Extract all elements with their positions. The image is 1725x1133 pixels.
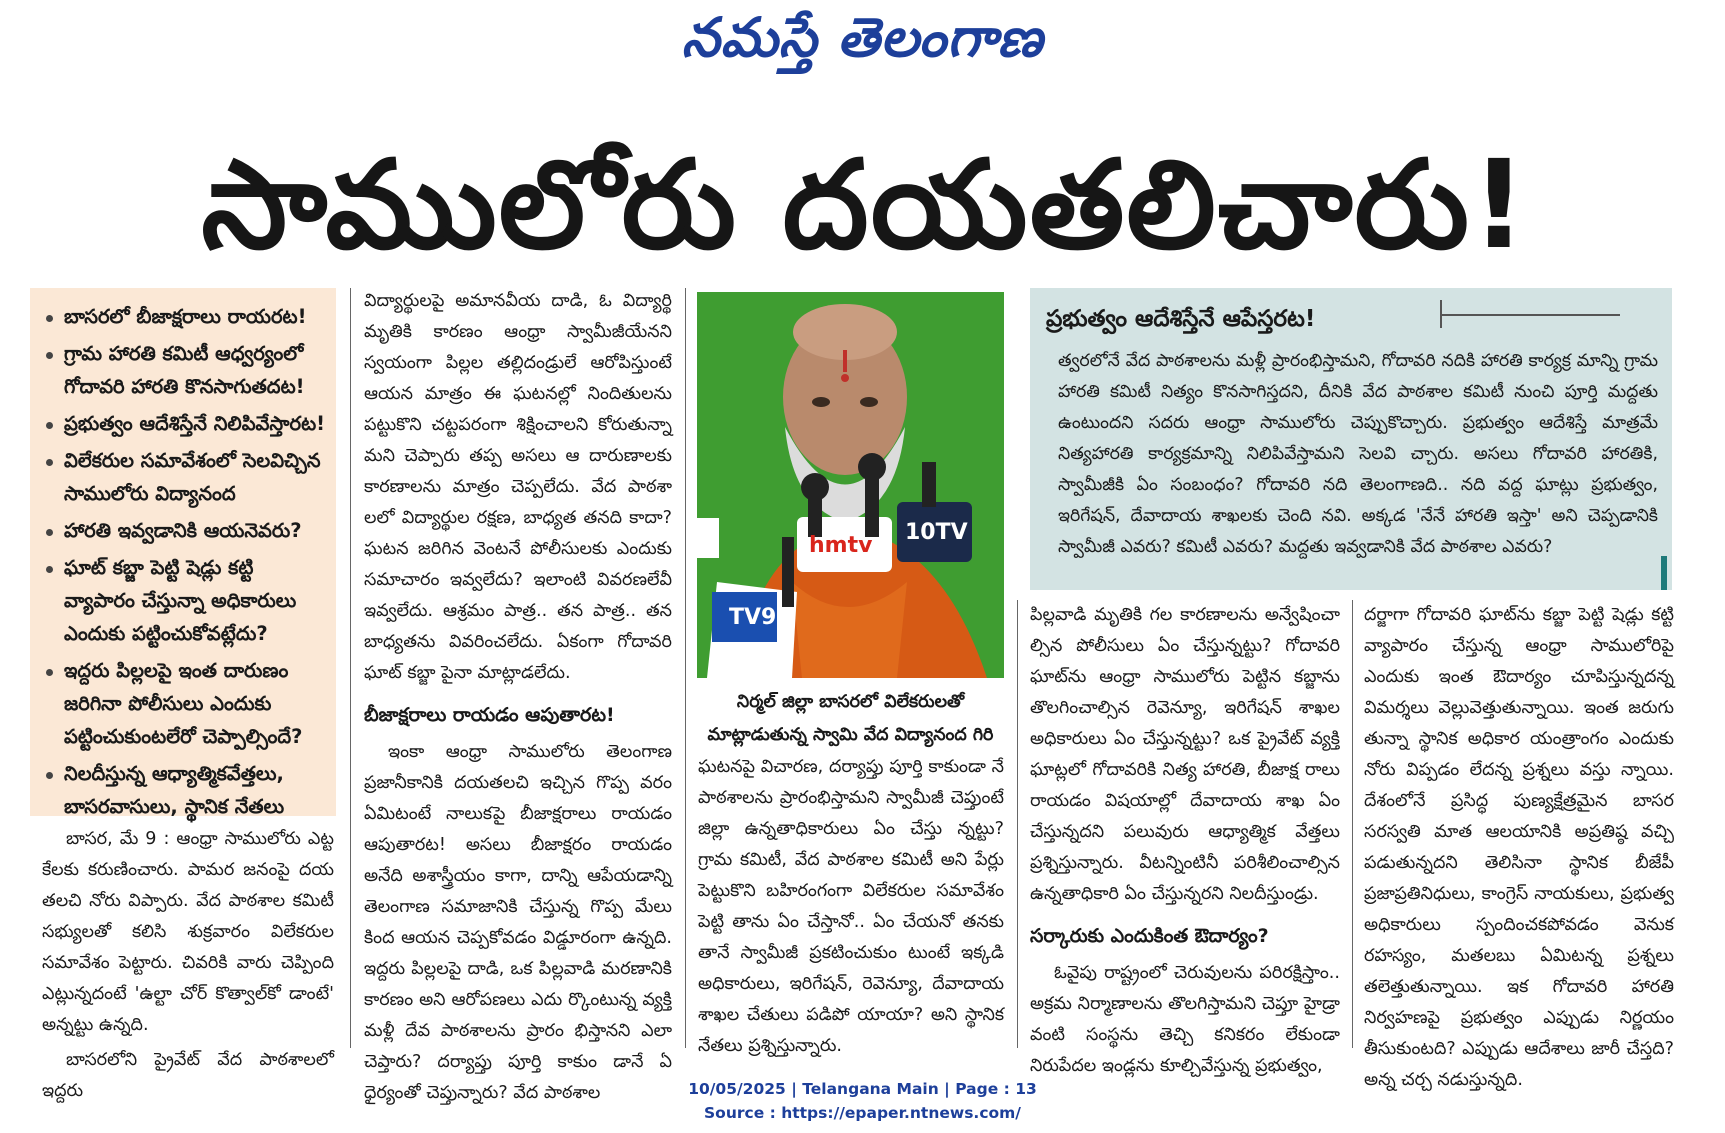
bullet-icon <box>46 315 53 322</box>
side-box-text: త్వరలోనే వేద పాఠశాలను మళ్లీ ప్రారంభిస్తామని, గోదావరి నదికి హారతి కార్యక్ర మాన్ని గ్రామ హారతి కమిటీ నిత్యం కొనసాగిస్తదని, దీనికి వేద పాఠశాల కమిటీ నుంచి పూర్తి మద్దతు ఉంటుందని సదరు ఆంధ్రా సాములోరు చెప్పుకొచ్చారు. ప్రభుత్వం ఆదేశిస్తే మాత్రమే నిత్యహారతి కార్యక్రమాన్ని నిలిపివేస్తామని సెలవి చ్చారు. అసలు గోదావరి హారతికి, స్వామీజీకి ఏం సంబంధం? గోదావరి నది తెలంగాణది.. నది వద్ద ఘాట్లు ప్రభుత్వం, ఇరిగేషన్, దేవాదాయ శాఖలకు చెంది నవి. అక్కడ 'నేనే హారతి ఇస్తా' అని చెప్పడానికి స్వామీజీ ఎవరు? కమిటీ ఎవరు? మద్దతు ఇవ్వడానికి వేద పాఠశాల ఎవరు? <box>1058 351 1658 557</box>
bullet-icon <box>46 566 53 573</box>
tv9-logo-text: TV9 <box>729 605 777 630</box>
column-divider <box>1017 600 1018 1048</box>
side-box-title: ప్రభుత్వం ఆదేశిస్తేనే ఆపేస్తరట! <box>1046 306 1316 332</box>
list-item: నిలదీస్తున్న ఆధ్యాత్మికవేత్తలు, బాసరవాసులు, స్థానిక నేతలు <box>42 757 326 823</box>
list-item: ఇద్దరు పిల్లలపై ఇంత దారుణం జరిగినా పోలీసులు ఎందుకు పట్టించుకుంటలేరో చెప్పాల్సిందే? <box>42 654 326 753</box>
section-heading: బీజాక్షరాలు రాయడం ఆపుతారట! <box>364 704 615 726</box>
list-item: విలేకరుల సమావేశంలో సెలవిచ్చిన సాములోరు విద్యానంద <box>42 444 326 510</box>
photo-caption: నిర్మల్ జిల్లా బాసరలో విలేకరులతో మాట్లాడుతున్న స్వామి వేద విద్యానంద గిరి <box>707 692 994 745</box>
article-photo <box>697 292 1004 678</box>
10tv-logo-text: 10TV <box>905 520 968 545</box>
bullet-icon <box>46 772 53 779</box>
bullet-icon <box>46 669 53 676</box>
article-column-3 <box>698 752 1004 1066</box>
paragraph: ఇంకా ఆంధ్రా సాములోరు తెలంగాణ ప్రజానీకానికి దయతలచి ఇచ్చిన గొప్ప వరం ఏమిటంటే నాలుకపై బీజాక్షరాలు రాయడం ఆపుతారట! అసలు బీజాక్షరం రాయడం అనేది అశాస్త్రీయం కాగా, దాన్ని ఆపేయడాన్ని తెలంగాణ సమాజానికి చేస్తున్న గొప్ప మేలు కింద ఆయన చెప్పకోవడం విడ్డూరంగా ఉన్నది. ఇద్దరు పిల్లలపై దాడి, ఒక పిల్లవాడి మరణానికి కారణం అని ఆరోపణలు ఎదు ర్కొంటున్న వ్యక్తి మళ్లీ దేవ పాఠశాలను ప్రారం భిస్తానని ఎలా చెప్తారు? దర్యాప్తు పూర్తి కాకుం డానే ఏ ధైర్యంతో చెప్తున్నారు? వేద పాఠశాల <box>364 742 672 1103</box>
paragraph: ఓవైపు రాష్ట్రంలో చెరువులను పరిరక్షిస్తాం.. అక్రమ నిర్మాణాలను తొలగిస్తామని చెప్తూ హైడ్రా వంటి సంస్థను తెచ్చి కనికరం లేకుండా నిరుపేదల ఇండ్లను కూల్చివేస్తున్న ప్రభుత్వం, <box>1030 963 1340 1076</box>
side-box-line <box>1440 314 1620 316</box>
list-item: గ్రామ హారతి కమిటీ ఆధ్వర్యంలో గోదావరి హారతి కొనసాగుతదట! <box>42 337 326 403</box>
bullet-icon <box>46 422 53 429</box>
paragraph: బాసరలోని ప్రైవేట్ వేద పాఠశాలలో ఇద్దరు <box>42 1050 334 1101</box>
list-item: ఘాట్ కబ్జా పెట్టి షెడ్లు కట్టి వ్యాపారం చేస్తున్నా అధికారులు ఎందుకు పట్టించుకోవట్లేదు? <box>42 551 326 650</box>
article-column-5 <box>1364 600 1674 1100</box>
paragraph: విద్యార్థులపై అమానవీయ దాడి, ఓ విద్యార్థి మృతికి కారణం ఆంధ్రా స్వామీజీయేనని స్వయంగా పిల్లల తల్లిదండ్రులే ఆరోపిస్తుంటే ఆయన మాత్రం ఈ ఘటనల్లో నిందితులను పట్టుకొని చట్టపరంగా శిక్షించాలని కోరుతున్నా మని చెప్పారు తప్ప అసలు ఆ దారుణాలకు కారణాలను మాత్రం చెప్పలేదు. వేద పాఠశా లలో విద్యార్థుల రక్షణ, బాధ్యత తనది కాదా? ఘటన జరిగిన వెంటనే పోలీసులకు ఎందుకు సమాచారం ఇవ్వలేదు? ఇలాంటి వివరణలేవీ ఇవ్వలేదు. ఆశ్రమం పాత్ర.. తన పాత్ర.. తన బాధ్యతను వివరించలేదు. ఏకంగా గోదావరి ఘాట్ కబ్జా పైనా మాట్లాడలేదు. <box>364 291 672 683</box>
list-item: బాసరలో బీజాక్షరాలు రాయరట! <box>42 300 326 333</box>
list-item: ప్రభుత్వం ఆదేశిస్తేనే నిలిపివేస్తారట! <box>42 407 326 440</box>
swami-photo-illustration <box>697 292 1004 678</box>
article-column-4 <box>1030 600 1340 1086</box>
section-heading: సర్కారుకు ఎందుకింత ఔదార్యం? <box>1030 925 1269 947</box>
footer-source-link[interactable]: Source : https://epaper.ntnews.com/ <box>704 1104 1021 1122</box>
page-title: సాములోరు దయతలిచారు! <box>201 134 1529 276</box>
paragraph: పిల్లవాడి మృతికి గల కారణాలను అన్వేషించా ల్సిన పోలీసులు ఏం చేస్తున్నట్టు? గోదావరి ఘాట్‌ను ఆంధ్రా సాములోరు పెట్టిన కబ్జాను తొలగించాల్సిన రెవెన్యూ, ఇరిగేషన్ శాఖల అధికారులు ఏం చేస్తున్నట్టు? ఒక ప్రైవేట్ వ్యక్తి ఘాట్లలో గోదావరికి నిత్య హారతి, బీజాక్ష రాలు రాయడం విషయాల్లో దేవాదాయ శాఖ ఏం చేస్తున్నదని పలువురు ఆధ్యాత్మిక వేత్తలు ప్రశ్నిస్తున్నారు. వీటన్నింటినీ పరిశీలించాల్సిన ఉన్నతాధికారి ఏం చేస్తున్నరని నిలదీస్తుండ్రు. <box>1030 605 1340 904</box>
summary-box <box>30 288 336 816</box>
article-column-1 <box>42 824 334 1111</box>
bullet-icon <box>46 459 53 466</box>
column-divider <box>1352 600 1353 1048</box>
paragraph: దర్జాగా గోదావరి ఘాట్‌ను కబ్జా పెట్టి షెడ్లు కట్టి వ్యాపారం చేస్తున్న ఆంధ్రా సాములోరిపై ఎందుకు ఇంత ఔదార్యం చూపిస్తున్నదన్న విమర్శలు వెల్లువెత్తుతున్నాయి. ఇంత జరుగు తున్నా స్థానిక అధికార యంత్రాంగం ఎందుకు నోరు విప్పడం లేదన్న ప్రశ్నలు వస్తు న్నాయి. దేశంలోనే ప్రసిద్ధ పుణ్యక్షేత్రమైన బాసర సరస్వతి మాత ఆలయానికి అప్రతిష్ఠ వచ్చి పడుతున్నదని తెలిసినా స్థానిక బీజేపీ ప్రజాప్రతినిధులు, కాంగ్రెస్ నాయకులు, ప్రభుత్వ అధికారులు స్పందించకపోవడం వెనుక రహస్యం, మతలబు ఏమిటన్న ప్రశ్నలు తలెత్తుతున్నాయి. ఇక గోదావరి హారతి నిర్వహణపై ప్రభుత్వం ఎప్పుడు నిర్ణయం తీసుకుంటది? ఎప్పుడు ఆదేశాలు జారీ చేస్తది? అన్న చర్చ నడుస్తున్నది. <box>1364 605 1674 1090</box>
paragraph: ఘటనపై విచారణ, దర్యాప్తు పూర్తి కాకుండా నే పాఠశాలను ప్రారంభిస్తామని స్వామీజీ చెప్తుంటే జిల్లా ఉన్నతాధికారులు ఏం చేస్తు న్నట్టు? గ్రామ కమిటీ, వేద పాఠశాల కమిటీ అని పేర్లు పెట్టుకొని బహిరంగంగా విలేకరుల సమావేశం పెట్టి తాను ఏం చేస్తానో.. ఏం చేయనో తనకు తానే స్వామీజీ ప్రకటించుకుం టుంటే ఇక్కడి అధికారులు, ఇరిగేషన్, రెవెన్యూ, దేవాదాయ శాఖల చేతులు పడిపో యాయా? అని స్థానిక నేతలు ప్రశ్నిస్తున్నారు. <box>698 757 1004 1056</box>
summary-list <box>42 300 326 823</box>
bullet-icon <box>46 352 53 359</box>
footer-date-line: 10/05/2025 | Telangana Main | Page : 13 <box>688 1080 1037 1098</box>
masthead-logo: నమస్తే తెలంగాణ <box>681 6 1044 69</box>
side-box-accent <box>1661 556 1667 590</box>
list-item: హారతి ఇవ్వడానికి ఆయనెవరు? <box>42 514 326 547</box>
column-divider <box>685 288 686 1048</box>
article-column-2 <box>364 286 672 1113</box>
hmtv-logo-text: hmtv <box>809 533 873 558</box>
bullet-icon <box>46 529 53 536</box>
paragraph: బాసర, మే 9 : ఆంధ్రా సాములోరు ఎట్ట కేలకు కరుణించారు. పామర జనంపై దయ తలచి నోరు విప్పారు. వేద పాఠశాల కమిటీ సభ్యులతో కలిసి శుక్రవారం విలేకరుల సమావేశం పెట్టారు. చివరికి వారు చెప్పింది ఎట్లున్నదంటే 'ఉల్టా చోర్ కొత్వాల్‌కో డాంటే' అన్నట్టు ఉన్నది. <box>42 829 334 1035</box>
column-divider <box>350 288 351 1048</box>
